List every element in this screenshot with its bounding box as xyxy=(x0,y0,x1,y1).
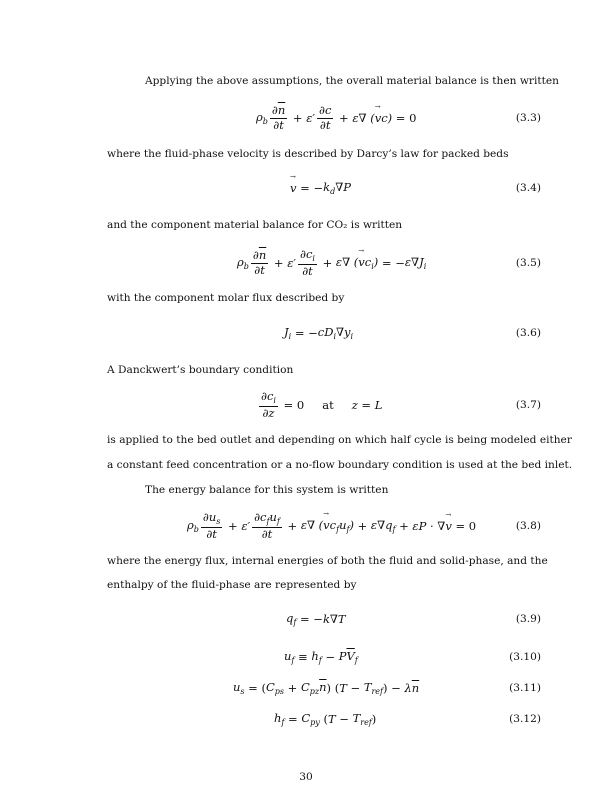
equation-3-7: $\frac{\partial c_i}{\partial z}$ = 0 at z = L xyxy=(261,388,383,420)
equation-3-10: $u_f$ ≡ $h_f$ − $P\overline{V}_f$ xyxy=(284,649,358,665)
equation-number-3-3: (3.3) xyxy=(515,112,541,124)
paragraph-boundary-explanation-line-2: a constant feed concentration or a no-flow boundary condition is used at the bed inlet. xyxy=(107,459,573,471)
equation-3-11: $u_s$ = ( $C_{ps}$ + $C_{pz}\overline{n}$ ) ( T − $T_{ref}$ ) − $\lambda\overline{n}$ xyxy=(233,680,420,696)
equation-number-3-5: (3.5) xyxy=(515,257,541,269)
paragraph-energy-flux-line-2: enthalpy of the fluid-phase are represented by xyxy=(107,579,357,591)
equation-3-4: → v = − $k_d\nabla P$ xyxy=(290,173,351,203)
paragraph-darcy-intro: where the fluid-phase velocity is described by Darcy’s law for packed beds xyxy=(107,148,509,160)
equation-number-3-11: (3.11) xyxy=(509,682,541,694)
equation-number-3-9: (3.9) xyxy=(515,613,541,625)
paragraph-material-balance-intro: Applying the above assumptions, the overall material balance is then written xyxy=(145,75,559,87)
equation-number-3-12: (3.12) xyxy=(509,713,541,725)
equation-number-3-6: (3.6) xyxy=(515,327,541,339)
equation-3-5: $\rho_b$ $\frac{\partial\overline{n}}{\partial t}$ + ε′ $\frac{\partial c_i}{\partial t}$ + ε∇ (→ $vc_i$) = − $\varepsilon\nabla J_i$ xyxy=(237,248,426,278)
equation-3-12: $h_f$ = $C_{py}$ ( T − $T_{ref}$ ) xyxy=(274,711,377,727)
paragraph-energy-flux-line-1: where the energy flux, internal energies of both the fluid and solid-phase, and the xyxy=(107,555,548,567)
equation-word-at: at xyxy=(322,398,334,412)
equation-3-9: $q_f$ = − k∇T xyxy=(286,611,346,627)
equation-3-3: $\rho_b$ $\frac{\partial\overline{n}}{\partial t}$ + ε′ $\frac{\partial c}{\partial t}$ + ε∇ (→ vc) = 0 xyxy=(256,103,416,133)
equation-3-6: $J_i$ = − $cD_i\nabla y_i$ xyxy=(284,325,354,341)
paragraph-energy-balance-intro: The energy balance for this system is written xyxy=(145,484,389,496)
paragraph-boundary-explanation-line-1: is applied to the bed outlet and depending on which half cycle is being modeled either xyxy=(107,434,572,446)
page-number: 30 xyxy=(299,771,313,783)
equation-3-8: $\rho_b$ $\frac{\partial u_s}{\partial t}$ + ε′ $\frac{\partial c_fu_f}{\partial t}$ + ε∇ (→ $vc_fu_f$) + $\varepsilon\nabla q_f$ + εP · ∇→ v = 0 xyxy=(187,511,476,541)
equation-number-3-10: (3.10) xyxy=(509,651,541,663)
equation-number-3-4: (3.4) xyxy=(515,182,541,194)
paragraph-component-balance-intro: and the component material balance for CO₂ is written xyxy=(107,219,403,231)
paragraph-molar-flux-intro: with the component molar flux described by xyxy=(107,292,345,304)
equation-number-3-8: (3.8) xyxy=(515,520,541,532)
equation-number-3-7: (3.7) xyxy=(515,399,541,411)
paragraph-boundary-condition-intro: A Danckwert’s boundary condition xyxy=(107,364,294,376)
